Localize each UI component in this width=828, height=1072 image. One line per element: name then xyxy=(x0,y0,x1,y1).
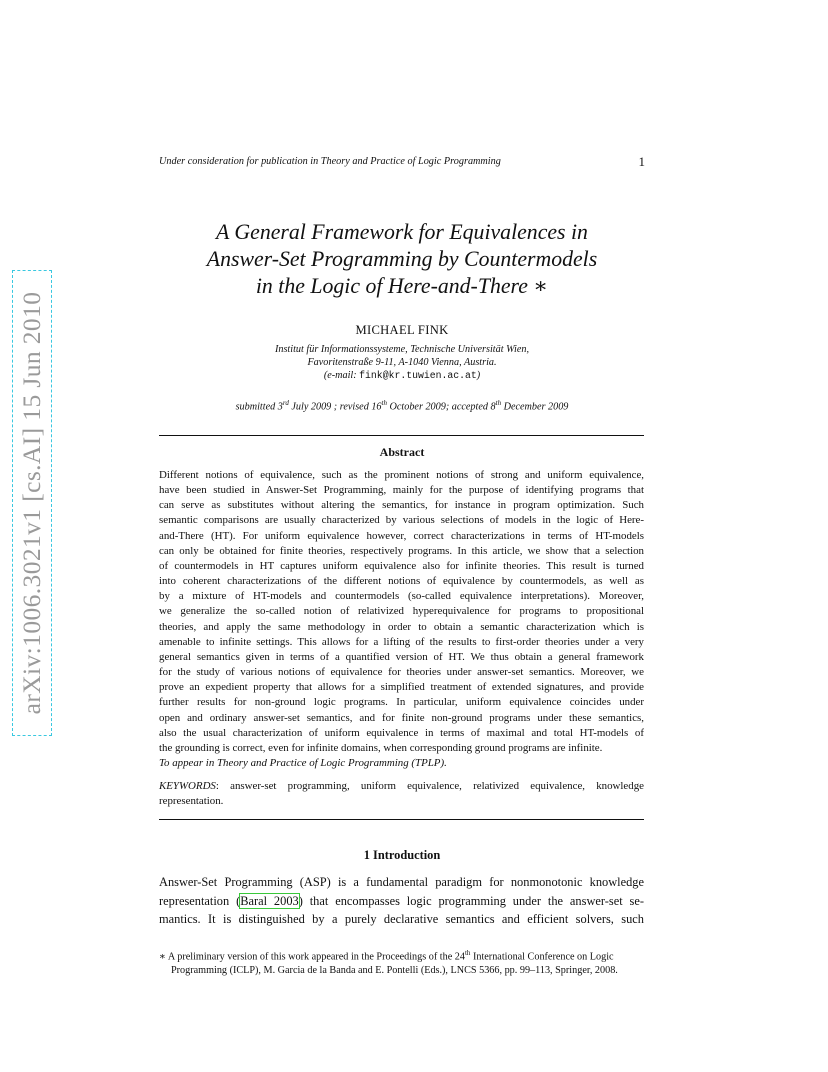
footnote-text: International Conference on Logic xyxy=(470,951,614,963)
to-appear-note: To appear in Theory and Practice of Logic Programming (TPLP). xyxy=(159,757,447,769)
intro-line: mantics. It is distinguished by a purely declarative semantics and efficient solvers, such xyxy=(159,912,644,926)
keywords xyxy=(159,779,644,809)
intro-text: ) that encompasses logic programming under the answer-set se- xyxy=(298,893,644,908)
footnote xyxy=(159,947,645,977)
intro-paragraph xyxy=(159,873,644,929)
section-heading: 1 Introduction xyxy=(363,848,441,862)
email-prefix: (e-mail: xyxy=(323,370,360,381)
footnote-line xyxy=(159,947,645,964)
intro-text: representation ( xyxy=(159,893,241,908)
paper-title xyxy=(159,219,645,300)
keywords-line: representation. xyxy=(159,795,224,807)
abstract-line: and-There (HT). For uniform equivalence however, correct characterizations in terms of HT-models xyxy=(159,529,644,542)
keywords-label: KEYWORDS xyxy=(159,780,216,792)
ordinal-suffix: th xyxy=(381,399,387,407)
title-line: in the Logic of Here-and-There ∗ xyxy=(255,274,549,298)
email-address[interactable]: fink@kr.tuwien.ac.at xyxy=(359,370,477,381)
email-line xyxy=(159,369,645,382)
abstract-line: Different notions of equivalence, such as the prominent notions of strong and uniform equivalence, xyxy=(159,469,644,481)
title-line: Answer-Set Programming by Countermodels xyxy=(206,247,598,271)
ordinal-suffix: rd xyxy=(282,399,289,407)
abstract-line: further results for non-ground logic programs. In particular, uniform equivalence coincides under xyxy=(159,696,644,709)
keywords-list: : answer-set programming, uniform equivalence, relativized equivalence, knowledge xyxy=(215,780,644,792)
abstract-body xyxy=(159,468,644,756)
footnote-text: ∗ A preliminary version of this work appeared in the Proceedings of the 24 xyxy=(159,951,465,963)
affiliation-line: Institut für Informationssysteme, Technische Universität Wien, xyxy=(274,344,529,355)
abstract-line: general semantics given in terms of a quantified version of HT. We thus obtain a general framework xyxy=(159,650,644,663)
keywords-line xyxy=(159,779,644,794)
author-name: MICHAEL FINK xyxy=(355,323,449,337)
arxiv-stamp[interactable] xyxy=(12,270,52,736)
title-line: A General Framework for Equivalences in xyxy=(216,220,588,244)
abstract-line: prove an expedient property that allows for a simplified treatment of extended signatures, and provide xyxy=(159,681,644,694)
abstract-line: semantic comparisons are usually characterized by various selections of models in the logic of Here- xyxy=(159,514,644,527)
intro-line: Answer-Set Programming (ASP) is a fundamental paradigm for nonmonotonic knowledge xyxy=(159,875,644,889)
abstract-line: for the study of various notions of equivalence for theories under answer-set semantics. Moreover, we xyxy=(159,666,644,679)
affiliation-line: Favoritenstraße 9-11, A-1040 Vienna, Austria. xyxy=(307,357,497,368)
abstract-line: have been studied in Answer-Set Programming, mainly for the purpose of identifying programs that xyxy=(159,484,644,497)
abstract-line: of countermodels in HT captures uniform equivalence also for infinite theories. This result is turned xyxy=(159,559,644,572)
running-header xyxy=(159,156,645,172)
abstract-line: into coherent characterizations of the different notions of equivalence by countermodels, as well as xyxy=(159,575,644,588)
abstract-line: we generalize the so-called notion of relativized hyperequivalence for programs to propositional xyxy=(159,605,644,618)
abstract-line: open and ordinary answer-set semantics, and for finite non-ground programs under these semantics, xyxy=(159,711,644,724)
citation-link[interactable]: Baral 2003 xyxy=(240,893,299,908)
footnote-line: Programming (ICLP), M. Garcia de la Banda and E. Pontelli (Eds.), LNCS 5366, pp. 99–113, Springer, 2008. xyxy=(171,964,618,976)
revised-text: July 2009 ; revised 16 xyxy=(288,401,382,413)
abstract-line: theories, and apply the same methodology in order to obtain a semantic characterization which is xyxy=(159,620,644,633)
ordinal-suffix: th xyxy=(464,949,471,957)
top-rule xyxy=(159,435,644,436)
bottom-rule xyxy=(159,819,644,820)
abstract-heading: Abstract xyxy=(379,445,425,459)
arxiv-stamp-text: arXiv:1006.3021v1 [cs.AI] 15 Jun 2010 xyxy=(17,291,46,715)
abstract-line: also the usual characterization of uniform equivalence in terms of maximal and total HT-models of xyxy=(159,726,644,739)
accepted-text: October 2009; accepted 8 xyxy=(386,401,496,413)
affiliation xyxy=(159,343,645,382)
accepted-date: December 2009 xyxy=(501,401,569,413)
ordinal-suffix: th xyxy=(495,399,502,407)
running-head: Under consideration for publication in Theory and Practice of Logic Programming xyxy=(159,156,501,167)
abstract-line: the grounding is correct, even for infinite domains, when corresponding ground programs are infinite. xyxy=(159,741,603,754)
abstract-line: amenable to infinite settings. This allows for a lifting of the results to first-order theories under a very xyxy=(159,635,644,648)
abstract-line: can only be obtained for finite theories, respectively programs. In this article, we show that a selection xyxy=(159,544,644,557)
submitted-text: submitted 3 xyxy=(235,401,283,413)
submission-dates xyxy=(159,399,645,412)
abstract-line: can serve as substitutes without altering the semantics, for instance in program optimization. Such xyxy=(159,499,644,512)
intro-line xyxy=(159,892,644,911)
page-number: 1 xyxy=(638,154,645,169)
abstract-line: by a mixture of HT-models and countermodels (so-called equivalence interpretations). Moreover, xyxy=(159,590,644,603)
email-suffix: ) xyxy=(476,370,481,381)
